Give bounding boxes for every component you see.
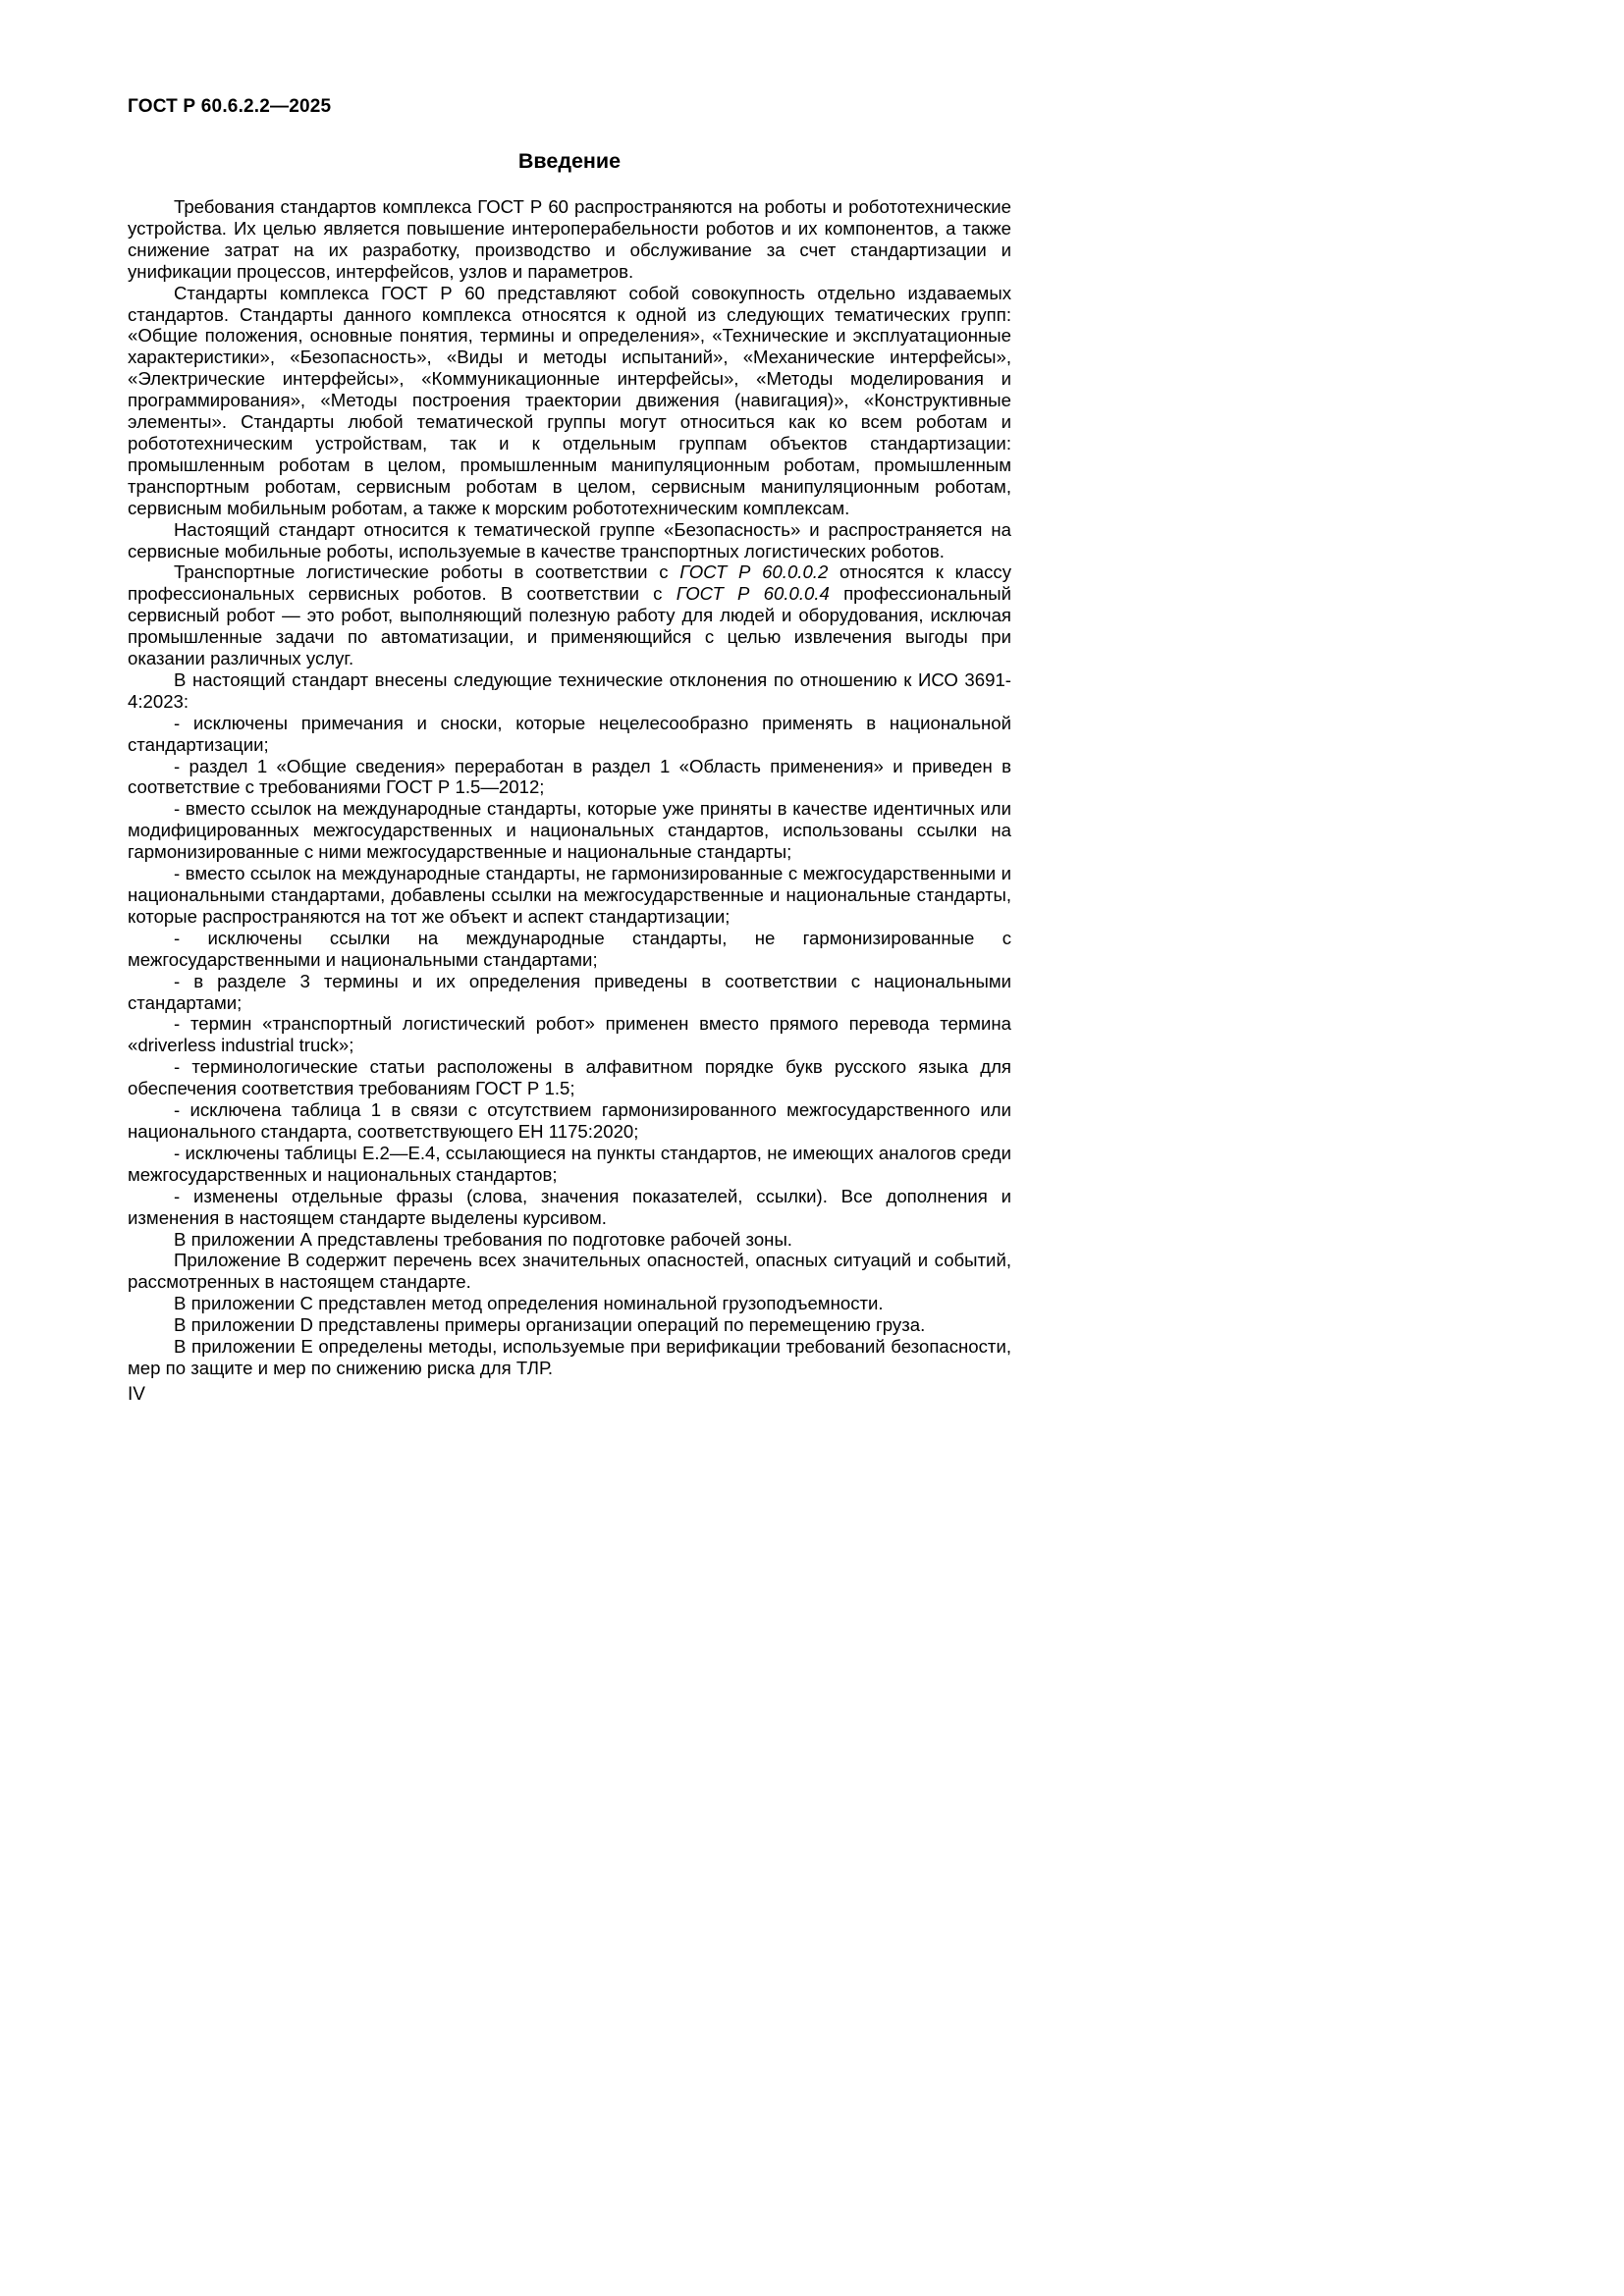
text-run: - изменены отдельные фразы (слова, значения показателей, ссылки). Все дополнения и изменения в настоящем стандарте выделены курсивом. [128, 1185, 1011, 1228]
text-run: - термин «транспортный логистический робот» применен вместо прямого перевода термина «driverless industrial truck»; [128, 1013, 1011, 1056]
text-run: - исключены таблицы Е.2—Е.4, ссылающиеся на пункты стандартов, не имеющих аналогов среди межгосударственных и национальных стандартов; [128, 1142, 1011, 1185]
document-body [128, 196, 1011, 1379]
document-designation: ГОСТ Р 60.6.2.2—2025 [128, 96, 332, 117]
paragraph [128, 1336, 1011, 1379]
paragraph [128, 798, 1011, 863]
text-run: - в разделе 3 термины и их определения приведены в соответствии с национальными стандартами; [128, 970, 1011, 1013]
paragraph [128, 863, 1011, 928]
paragraph [128, 1099, 1011, 1143]
paragraph [128, 1186, 1011, 1229]
paragraph [128, 713, 1011, 756]
page-number: IV [128, 1384, 145, 1405]
standard-reference-italic: ГОСТ Р 60.0.0.4 [676, 583, 830, 605]
text-run: - исключена таблица 1 в связи с отсутствием гармонизированного межгосударственного или национального стандарта, соответствующего ЕН 1175:2020; [128, 1099, 1011, 1142]
page-content [128, 96, 1011, 1379]
text-run: - исключены ссылки на международные стандарты, не гармонизированные с межгосударственными и национальными стандартами; [128, 927, 1011, 970]
paragraph [128, 971, 1011, 1014]
text-run: В приложении А представлены требования по подготовке рабочей зоны. [174, 1228, 792, 1250]
paragraph [128, 519, 1011, 562]
paragraph [128, 669, 1011, 713]
text-run: В приложении Е определены методы, используемые при верификации требований безопасности, мер по защите и мер по снижению риска для ТЛР. [128, 1336, 1011, 1378]
paragraph [128, 561, 1011, 669]
text-run: Стандарты комплекса ГОСТ Р 60 представляют собой совокупность отдельно издаваемых стандартов. Стандарты данного комплекса относятся к одной из следующих тематических групп: «Общие положения, основные понятия, термины и определения», «Технические и эксплуатационные характеристики», «Безопасность», «Виды и методы испытаний», «Механические интерфейсы», «Электрические интерфейсы», «Коммуникационные интерфейсы», «Методы моделирования и программирования», «Методы построения траектории движения (навигация)», «Конструктивные элементы». Стандарты любой тематической группы могут относиться как ко всем роботам и робототехническим устройствам, так и к отдельным группам объектов стандартизации: промышленным роботам в целом, промышленным манипуляционным роботам, промышленным транспортным роботам, сервисным роботам в целом, сервисным манипуляционным роботам, сервисным мобильным роботам, а также к морским робототехническим комплексам. [128, 282, 1011, 518]
text-run: - исключены примечания и сноски, которые нецелесообразно применять в национальной стандартизации; [128, 712, 1011, 755]
page-title: Введение [517, 149, 622, 173]
text-run: Транспортные логистические роботы в соответствии с [174, 561, 680, 583]
paragraph [128, 196, 1011, 283]
standard-reference-italic: ГОСТ Р 60.0.0.2 [679, 561, 829, 583]
text-run: - вместо ссылок на международные стандарты, не гармонизированные с межгосударственными и национальными стандартами, добавлены ссылки на межгосударственные и национальные стандарты, которые распространяются на тот же объект и аспект стандартизации; [128, 863, 1011, 927]
text-run: Требования стандартов комплекса ГОСТ Р 60 распространяются на роботы и робототехнические устройства. Их целью является повышение интероперабельности роботов и их компонентов, а также снижение затрат на их разработку, производство и обслуживание за счет стандартизации и унификации процессов, интерфейсов, узлов и параметров. [128, 196, 1011, 282]
text-run: - терминологические статьи расположены в алфавитном порядке букв русского языка для обеспечения соответствия требованиям ГОСТ Р 1.5; [128, 1056, 1011, 1099]
text-run: Настоящий стандарт относится к тематической группе «Безопасность» и распространяется на сервисные мобильные роботы, используемые в качестве транспортных логистических роботов. [128, 518, 1011, 561]
paragraph [128, 1013, 1011, 1056]
paragraph [128, 756, 1011, 799]
paragraph [128, 283, 1011, 519]
text-run: В приложении D представлены примеры организации операций по перемещению груза. [174, 1314, 926, 1336]
text-run: В настоящий стандарт внесены следующие технические отклонения по отношению к ИСО 3691-4:2023: [128, 668, 1011, 712]
paragraph [128, 1250, 1011, 1293]
text-run: относятся к классу профессиональных сервисных роботов. В соответствии с [128, 561, 1011, 605]
text-run: В приложении С представлен метод определения номинальной грузоподъемности. [174, 1293, 884, 1314]
text-run: - вместо ссылок на международные стандарты, которые уже приняты в качестве идентичных или модифицированных межгосударственных и национальных стандартов, использованы ссылки на гармонизированные с ними межгосударственные и национальные стандарты; [128, 798, 1011, 863]
text-run: - раздел 1 «Общие сведения» переработан в раздел 1 «Область применения» и приведен в соответствие с требованиями ГОСТ Р 1.5—2012; [128, 755, 1011, 798]
paragraph [128, 1143, 1011, 1186]
paragraph [128, 928, 1011, 971]
text-run: профессиональный сервисный робот — это робот, выполняющий полезную работу для людей и оборудования, исключая промышленные задачи по автоматизации, и применяющийся с целью извлечения выгоды при оказании различных услуг. [128, 583, 1011, 669]
paragraph [128, 1293, 1011, 1314]
paragraph [128, 1314, 1011, 1336]
paragraph [128, 1056, 1011, 1099]
paragraph [128, 1229, 1011, 1251]
text-run: Приложение В содержит перечень всех значительных опасностей, опасных ситуаций и событий, рассмотренных в настоящем стандарте. [128, 1250, 1011, 1293]
